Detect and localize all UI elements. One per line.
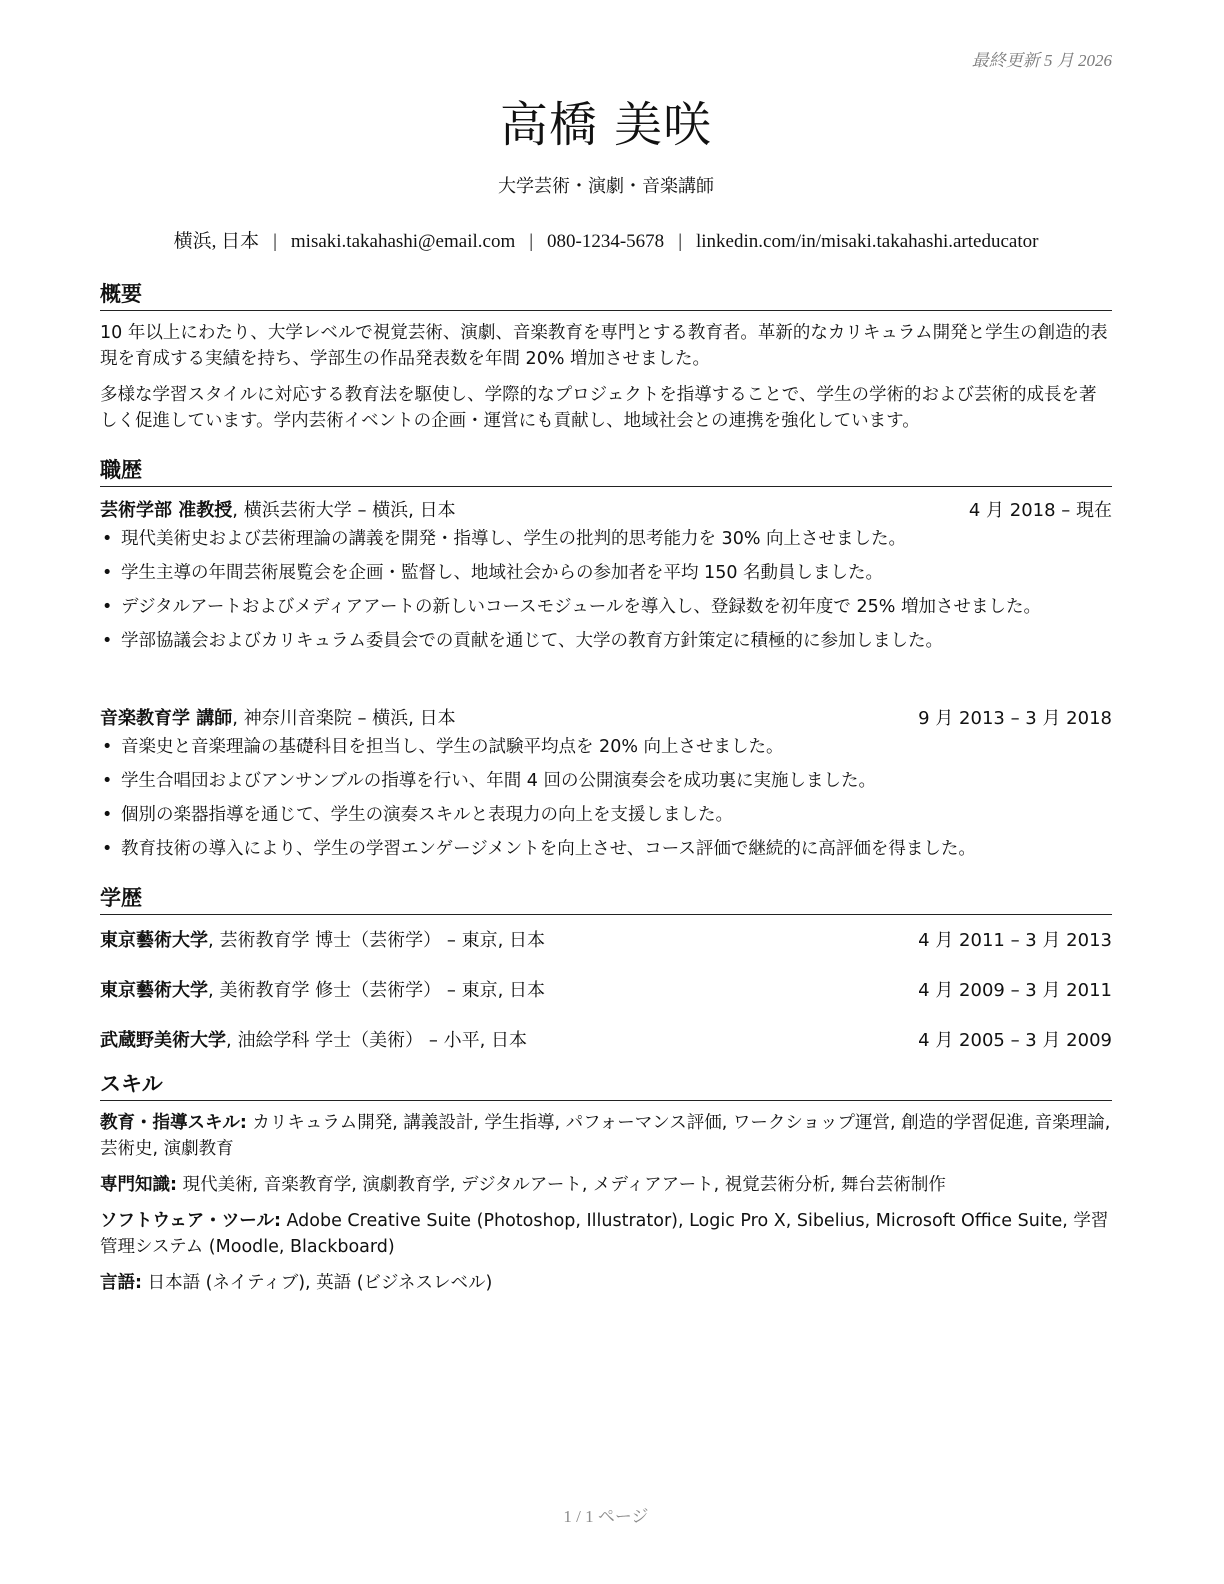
list-item: • 学部協議会およびカリキュラム委員会での貢献を通じて、大学の教育方針策定に積極的に参加しました。 bbox=[102, 631, 943, 651]
skill-value: Adobe Creative Suite (Photoshop, Illustrator), Logic Pro X, Sibelius, Microsoft Office Suite, 学習管理システム (Moodle, Blackboard) bbox=[100, 1211, 1109, 1257]
skill-value: カリキュラム開発, 講義設計, 学生指導, パフォーマンス評価, ワークショップ運営, 創造的学習促進, 音楽理論, 芸術史, 演劇教育 bbox=[100, 1113, 1111, 1159]
contact-linkedin[interactable]: linkedin.com/in/misaki.takahashi.arteducator bbox=[696, 231, 1039, 252]
education-item bbox=[100, 1026, 1112, 1052]
job-bullets bbox=[100, 526, 1112, 662]
degree-details: , 芸術教育学 博士（芸術学） – 東京, 日本 bbox=[208, 930, 546, 951]
contact-phone: 080-1234-5678 bbox=[547, 231, 665, 252]
job-position: 音楽教育学 講師 bbox=[100, 708, 233, 729]
education-dates: 4 月 2009 – 3 月 2011 bbox=[918, 980, 1112, 1001]
job-details: , 横浜芸術大学 – 横浜, 日本 bbox=[232, 500, 456, 521]
job-header bbox=[100, 704, 1112, 730]
candidate-role: 大学芸術・演劇・音楽講師 bbox=[498, 176, 714, 197]
skill-label: 教育・指導スキル: bbox=[100, 1113, 247, 1133]
job-position: 芸術学部 准教授 bbox=[100, 500, 233, 521]
education-dates: 4 月 2011 – 3 月 2013 bbox=[918, 930, 1112, 951]
job-dates: 4 月 2018 – 現在 bbox=[968, 500, 1112, 521]
skill-value: 現代美術, 音楽教育学, 演劇教育学, デジタルアート, メディアアート, 視覚芸術分析, 舞台芸術制作 bbox=[177, 1175, 946, 1195]
summary-paragraph-1: 10 年以上にわたり、大学レベルで視覚芸術、演劇、音楽教育を専門とする教育者。革新的なカリキュラム開発と学生の創造的表現を育成する実績を持ち、学部生の作品発表数を年間 20% 増加させました。 bbox=[100, 323, 1108, 369]
skill-row bbox=[100, 1172, 1112, 1198]
education-item bbox=[100, 926, 1112, 952]
list-item: • 音楽史と音楽理論の基礎科目を担当し、学生の試験平均点を 20% 向上させました。 bbox=[102, 737, 784, 757]
skill-label: 言語: bbox=[100, 1273, 142, 1293]
education-item bbox=[100, 976, 1112, 1002]
list-item: • デジタルアートおよびメディアアートの新しいコースモジュールを導入し、登録数を初年度で 25% 増加させました。 bbox=[102, 597, 1041, 617]
list-item: • 個別の楽器指導を通じて、学生の演奏スキルと表現力の向上を支援しました。 bbox=[102, 805, 733, 825]
section-title-experience: 職歴 bbox=[100, 454, 1112, 487]
section-title-skills: スキル bbox=[100, 1068, 1112, 1101]
page-number: 1 / 1 ページ bbox=[563, 1507, 649, 1526]
job-details: , 神奈川音楽院 – 横浜, 日本 bbox=[232, 708, 456, 729]
school-name: 東京藝術大学 bbox=[100, 980, 208, 1001]
section-title-education: 学歴 bbox=[100, 882, 1112, 915]
skill-row bbox=[100, 1110, 1112, 1162]
list-item: • 現代美術史および芸術理論の講義を開発・指導し、学生の批判的思考能力を 30% 向上させました。 bbox=[102, 529, 907, 549]
degree-details: , 美術教育学 修士（芸術学） – 東京, 日本 bbox=[208, 980, 546, 1001]
contact-separator: | bbox=[273, 231, 277, 252]
skill-label: ソフトウェア・ツール: bbox=[100, 1211, 281, 1231]
education-dates: 4 月 2005 – 3 月 2009 bbox=[918, 1030, 1112, 1051]
degree-details: , 油絵学科 学士（美術） – 小平, 日本 bbox=[226, 1030, 528, 1051]
skill-row bbox=[100, 1270, 1112, 1296]
contact-email[interactable]: misaki.takahashi@email.com bbox=[290, 231, 516, 252]
school-name: 東京藝術大学 bbox=[100, 930, 208, 951]
skill-label: 専門知識: bbox=[100, 1175, 177, 1195]
list-item: • 教育技術の導入により、学生の学習エンゲージメントを向上させ、コース評価で継続的に高評価を得ました。 bbox=[102, 839, 976, 859]
list-item: • 学生合唱団およびアンサンブルの指導を行い、年間 4 回の公開演奏会を成功裏に実施しました。 bbox=[102, 771, 876, 791]
skill-value: 日本語 (ネイティブ), 英語 (ビジネスレベル) bbox=[142, 1273, 493, 1293]
school-name: 武蔵野美術大学 bbox=[100, 1030, 226, 1051]
contact-separator: | bbox=[529, 231, 534, 252]
job-dates: 9 月 2013 – 3 月 2018 bbox=[918, 708, 1112, 729]
list-item: • 学生主導の年間芸術展覧会を企画・監督し、地域社会からの参加者を平均 150 名動員しました。 bbox=[102, 563, 884, 583]
contact-location: 横浜, 日本 bbox=[173, 231, 260, 252]
updated-date: 最終更新 5 月 2026 bbox=[971, 51, 1112, 70]
candidate-name: 高橋 美咲 bbox=[499, 97, 713, 153]
job-bullets bbox=[100, 734, 1112, 870]
contact-line bbox=[100, 226, 1112, 253]
skill-row bbox=[100, 1208, 1112, 1260]
contact-separator: | bbox=[678, 231, 682, 252]
summary-paragraph-2: 多様な学習スタイルに対応する教育法を駆使し、学際的なプロジェクトを指導することで、学生の学術的および芸術的成長を著しく促進しています。学内芸術イベントの企画・運営にも貢献し、地域社会との連携を強化しています。 bbox=[100, 385, 1097, 431]
section-title-summary: 概要 bbox=[100, 278, 1112, 311]
job-header bbox=[100, 496, 1112, 522]
